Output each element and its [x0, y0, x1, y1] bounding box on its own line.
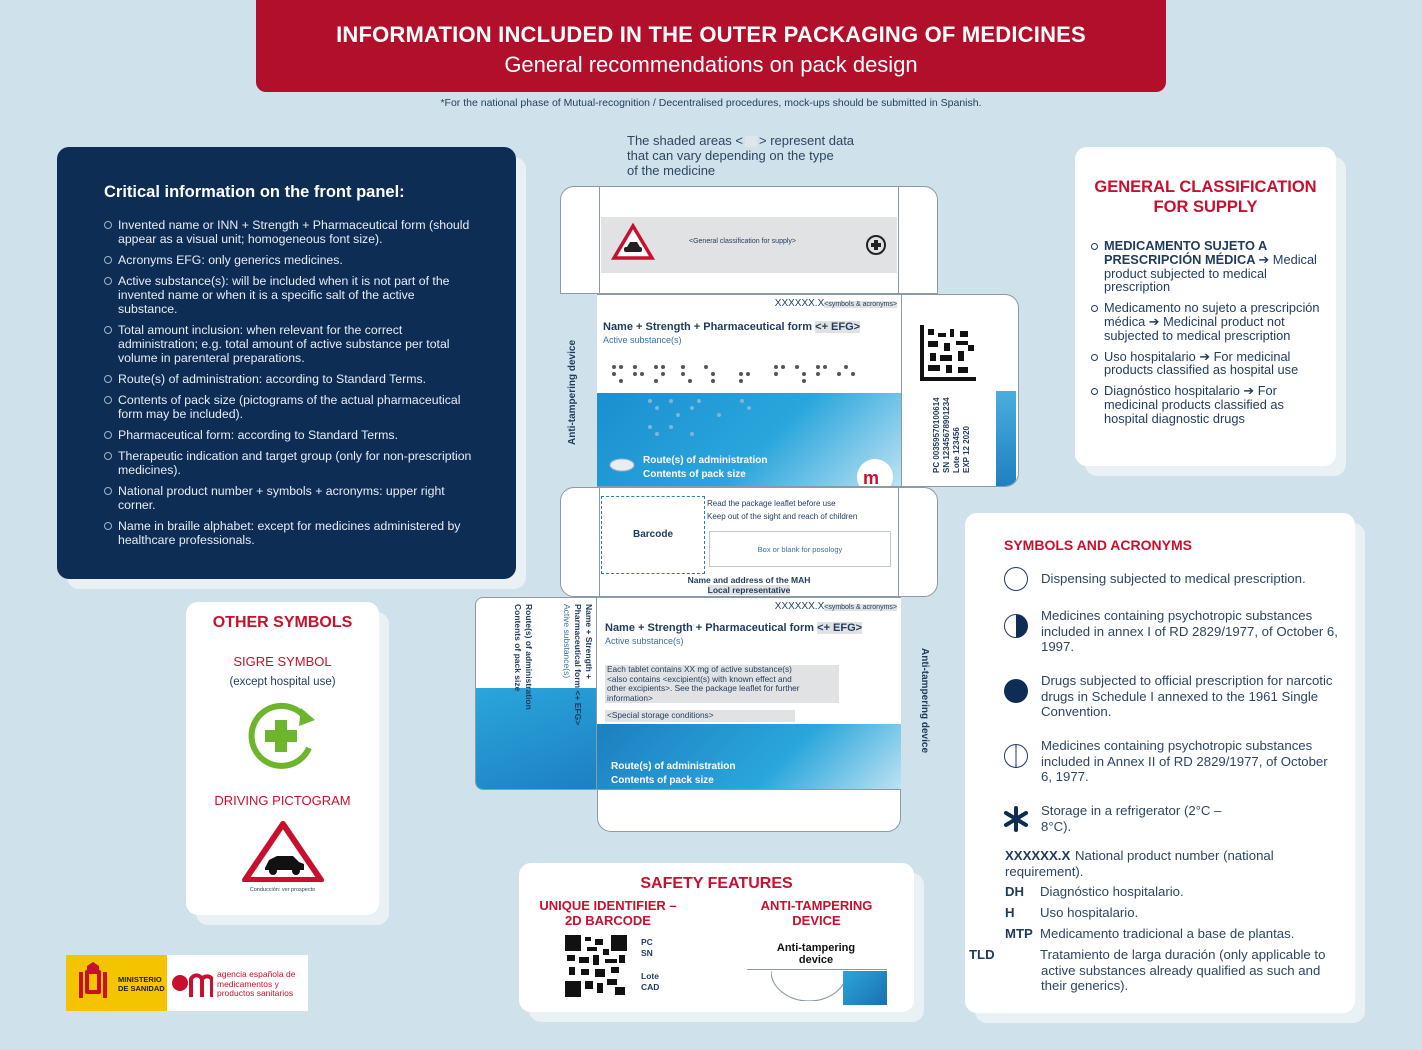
acronym-row: DH Diagnóstico hospitalario. — [1005, 884, 1184, 899]
pack-bottom-flap — [597, 790, 901, 832]
pack-left-side: Name + Strength + Pharmaceutical form <+ EFG> Active substance(s) Route(s) of administration Contents of pack size — [475, 597, 597, 790]
pack-codes: PC 00359570100614 SN 12345678901234 Lote 123456 EXP 12 2020 — [932, 397, 971, 473]
coat-of-arms-icon — [76, 962, 110, 1004]
sigre-title: SIGRE SYMBOL — [233, 654, 332, 669]
list-item: Acronyms EFG: only generics medicines. — [104, 253, 474, 267]
list-item: National product number + symbols + acronyms: upper right corner. — [104, 484, 474, 512]
posology-box: Box or blank for posology — [709, 531, 891, 567]
anti-tamper-label-left: Anti-tampering device — [567, 339, 578, 445]
symbols-title: SYMBOLS AND ACRONYMS — [1004, 537, 1192, 553]
symbols-card: SYMBOLS AND ACRONYMS Dispensing subjected to medical prescription. Medicines containing psychotropic substances included in annex I of RD 2829/1977, of October 6, 1997. Drugs subjected to official prescription for narcotic drugs in Schedule I annexed to the 1961 Single Convention. Medicines containing psychotropic substances included in Annex II of RD 2829/1977, of October 6, 1977. Storage in a refrigerator (2°C – 8°C). XXXXXX.X National product number (national requirement). DH Diagnóstico hospitalario. H Uso hospitalario. MTP Medicamento tradicional a base de plantas. TLD Tratamiento de larga duración (only applicable to active substances already qualified as such and their generics). — [965, 513, 1355, 1013]
pack-back-panel: XXXXXX.X<symbols & acronyms> Name + Strength + Pharmaceutical form <+ EFG> Active substance(s) Each tablet contains XX mg of active substance(s) <also contains <excipient(s) with known effect and other excipients>. See the package leaflet for further information> <Special storage conditions> Route(s) of administration Contents of pack size — [597, 597, 901, 790]
mah-label: Name and address of the MAH — [687, 575, 811, 585]
aemps-mini-logo-icon — [855, 457, 895, 487]
pack-top-flap — [560, 186, 938, 294]
classification-list — [1091, 239, 1320, 426]
list-item: Medicamento no sujeto a prescripción médica ➔ Medicinal product not subjected to medical prescription — [1091, 301, 1320, 342]
other-symbols-title: OTHER SYMBOLS — [212, 614, 353, 631]
list-item: Pharmaceutical form: according to Standard Terms. — [104, 428, 474, 442]
barcode-box: Barcode — [601, 496, 705, 574]
composition-box: Each tablet contains XX mg of active substance(s) <also contains <excipient(s) with known effect and other excipients>. See the package leaflet for further information> — [605, 665, 839, 703]
anti-tamper-label-right: Anti-tampering device — [919, 648, 930, 754]
pack-active-substance: Active substance(s) — [603, 335, 682, 345]
tablet-pictogram-icon — [609, 457, 635, 473]
acronym-row: TLD Tratamiento de larga duración (only applicable to active substances already qualified as such and their generics). — [969, 947, 1326, 993]
front-panel-card — [57, 147, 516, 579]
front-panel-title: Critical information on the front panel: — [104, 183, 405, 201]
list-item: Diagnóstico hospitalario ➔ For medicinal products classified as hospital diagnostic drugs — [1091, 384, 1320, 425]
braille-dots — [611, 363, 861, 385]
sigre-small-icon — [865, 234, 887, 256]
driving-title: DRIVING PICTOGRAM — [214, 793, 351, 808]
qr-code-icon — [565, 935, 627, 997]
children-note: Keep out of the sight and reach of children — [707, 512, 858, 521]
classification-card — [1075, 147, 1336, 466]
driving-caption: Conducción: ver prospecto — [249, 887, 316, 893]
svg-text:m: m — [863, 468, 880, 487]
sigre-note: (except hospital use) — [229, 676, 336, 688]
device-label: Anti-tampering device — [776, 942, 856, 966]
asterisk-icon — [1003, 806, 1029, 832]
aemps-logo-icon — [171, 965, 213, 999]
list-item: Uso hospitalario ➔ For medicinal products classified as hospital use — [1091, 350, 1320, 378]
safety-codes: PC SN Lote CAD — [641, 937, 660, 992]
safety-title: SAFETY FEATURES — [640, 875, 793, 892]
pack-name-line: Name + Strength + Pharmaceutical form <+ EFG> — [603, 321, 861, 333]
classification-box: <General classification for supply> — [601, 217, 897, 273]
list-item: MEDICAMENTO SUJETO A PRESCRIPCIÓN MÉDICA ➔ Medical product subjected to medical prescription — [1091, 239, 1320, 294]
front-panel-list — [104, 218, 474, 547]
acronym-row: MTP Medicamento tradicional a base de plantas. — [1005, 926, 1295, 941]
submission-note: *For the national phase of Mutual-recognition / Decentralised procedures, mock-ups should be submitted in Spanish. — [440, 97, 982, 109]
safety-features-card — [519, 863, 914, 1012]
list-item: Active substance(s): will be included when it is not part of the invented name or when it is a specific salt of the active substance. — [104, 274, 474, 316]
half-circle-icon — [1003, 613, 1029, 639]
filled-circle-icon — [1003, 678, 1029, 704]
national-number-label: XXXXXX.X<symbols & acronyms> — [774, 298, 897, 309]
driving-pictogram-icon — [611, 223, 655, 263]
acronym-row: H Uso hospitalario. — [1005, 905, 1139, 920]
datamatrix-icon — [920, 325, 976, 381]
list-item: Invented name or INN + Strength + Pharmaceutical form (should appear as a visual unit; homogeneous font size). — [104, 218, 474, 246]
shaded-sample — [745, 136, 757, 147]
local-rep-wrap: Local representative — [707, 585, 791, 595]
classification-title: GENERAL CLASSIFICATION FOR SUPPLY — [1094, 178, 1317, 216]
list-item: Name in braille alphabet: except for medicines administered by healthcare professionals. — [104, 519, 474, 547]
storage-conditions: <Special storage conditions> — [605, 710, 795, 722]
pack-route-label: Route(s) of administration — [643, 455, 768, 466]
other-symbols-card — [186, 602, 379, 915]
tamper-seal-strip — [843, 971, 887, 1005]
tamper-seal-icon — [771, 971, 847, 1001]
pack-right-side — [901, 294, 1019, 487]
unique-identifier-title: UNIQUE IDENTIFIER – 2D BARCODE — [539, 898, 677, 928]
list-item: Contents of pack size (pictograms of the actual pharmaceutical form may be included). — [104, 393, 474, 421]
pack-front-panel — [597, 294, 901, 487]
driving-pictogram-large-icon — [241, 820, 325, 882]
list-item: Route(s) of administration: according to Standard Terms. — [104, 372, 474, 386]
empty-circle-icon — [1003, 566, 1029, 592]
sigre-symbol-icon — [243, 698, 323, 774]
anti-tampering-title: ANTI-TAMPERING DEVICE — [760, 898, 873, 928]
page-header — [256, 0, 1166, 92]
page-title: INFORMATION INCLUDED IN THE OUTER PACKAGING OF MEDICINES — [336, 22, 1086, 47]
pack-back-band: Route(s) of administration Contents of pack size — [597, 724, 901, 790]
pack-contents-label: Contents of pack size — [643, 469, 746, 480]
pack-label-flap — [560, 487, 938, 597]
leaflet-note: Read the package leaflet before use — [707, 499, 836, 508]
page-subtitle: General recommendations on pack design — [504, 52, 918, 77]
list-item: Therapeutic indication and target group (only for non-prescription medicines). — [104, 449, 474, 477]
acronym-row: XXXXXX.X National product number (national requirement). — [1005, 848, 1274, 879]
ministry-logo: MINISTERIO DE SANIDAD agencia española de medicamentos y productos sanitarios — [66, 955, 308, 1011]
pack-blue-band — [597, 393, 901, 487]
list-item: Total amount inclusion: when relevant for the correct administration; e.g. total amount of active substance per total volume in parenteral preparations. — [104, 323, 474, 365]
braille-dots-band — [647, 397, 827, 437]
shaded-areas-note: The shaded areas < > represent data that can vary depending on the type of the medicine — [627, 133, 855, 178]
split-circle-icon — [1003, 743, 1029, 769]
